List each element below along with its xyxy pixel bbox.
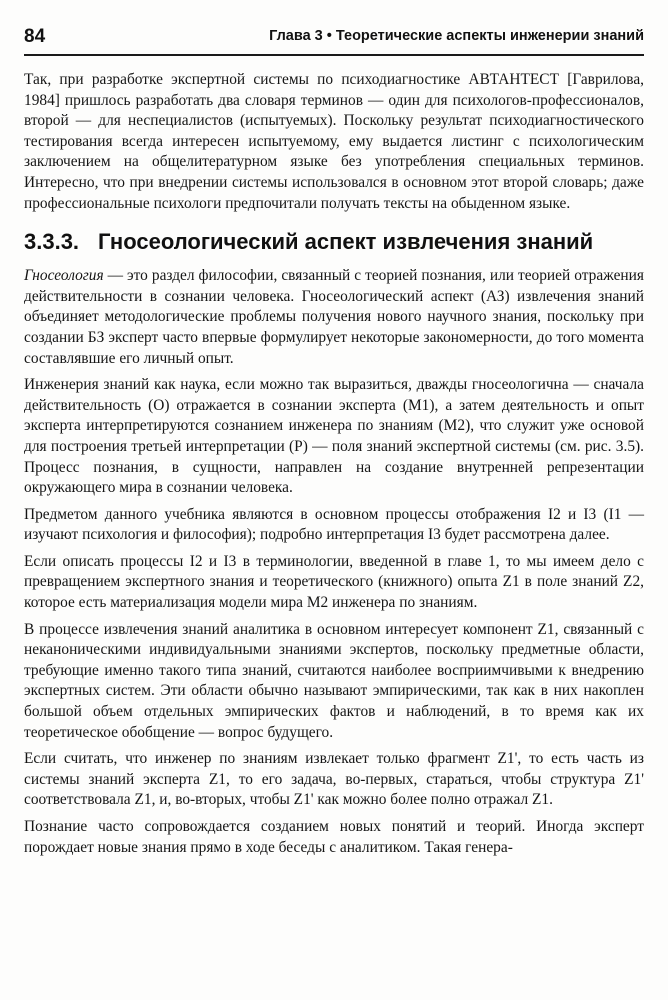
paragraph: Если считать, что инженер по знаниям извлекает только фрагмент Z1', то есть часть из системы знаний эксперта Z1, то его задача, во-первых, стараться, чтобы структура Z1' соответствовала Z1, и, во-вторых, чтобы Z1' как можно более полно отражал Z1. bbox=[24, 750, 644, 809]
paragraph: Если описать процессы I2 и I3 в терминологии, введенной в главе 1, то мы имеем дело с превращением экспертного знания и теоретического (книжного) опыта Z1 в поле знаний Z2, которое есть материализация модели мира М2 инженера по знаниям. bbox=[24, 552, 644, 612]
paragraph bbox=[24, 266, 644, 369]
paragraph: Инженерия знаний как наука, если можно так выразиться, дважды гносеологична — сначала действительность (О) отражается в сознании эксперта (М1), а затем деятельность и опыт эксперта интерпретируются сознанием инженера по знаниям (М2), что служит уже основой для построения третьей интерпретации (Р) — поля знаний экспертной системы (см. рис. 3.5). Процесс познания, в сущности, направлен на создание внутренней репрезентации окружающего мира в сознании человека. bbox=[24, 376, 644, 497]
paragraph: В процессе извлечения знаний аналитика в основном интересует компонент Z1, связанный с неканоническими индивидуальными знаниями экспертов, поскольку предметные области, требующие именно такого типа знаний, считаются наиболее восприимчивыми к внедрению экспертных систем. Эти области обычно называют эмпирическими, так как в них накоплен большой объем отдельных эмпирических фактов и наблюдений, в то время как их теоретическое обобщение — вопрос будущего. bbox=[24, 620, 644, 741]
page-header bbox=[24, 24, 644, 56]
section-heading bbox=[24, 228, 644, 256]
section-number: 3.3.3. bbox=[24, 229, 80, 255]
page-number: 84 bbox=[24, 26, 46, 47]
paragraph-text: — это раздел философии, связанный с теорией познания, или теорией отражения действительности в сознании человека. Гносеологический аспект (АЗ) извлечения знаний объединяет методологические проблемы получения нового научного знания, поскольку при создании БЗ эксперт часто впервые формулирует некоторые закономерности, до того момента составлявшие его личный опыт. bbox=[24, 267, 644, 367]
page-body bbox=[24, 70, 644, 864]
section-title: Гносеологический аспект извлечения знаний bbox=[98, 229, 594, 255]
running-head: Глава 3 • Теоретические аспекты инженерии знаний bbox=[269, 28, 644, 44]
defined-term: Гносеология bbox=[24, 267, 104, 285]
paragraph: Познание часто сопровождается созданием новых понятий и теорий. Иногда эксперт порождает новые знания прямо в ходе беседы с аналитиком. Такая генера- bbox=[24, 818, 644, 856]
paragraph: Предметом данного учебника являются в основном процессы отображения I2 и I3 (I1 — изучают психология и философия); подробно интерпретация I3 будет рассмотрена далее. bbox=[24, 505, 644, 544]
paragraph: Так, при разработке экспертной системы по психодиагностике АВТАНТЕСТ [Гаврилова, 1984] пришлось разработать два словаря терминов — один для психологов-профессионалов, второй — для неспециалистов (испытуемых). Поскольку результат психодиагностического тестирования всегда интересен испытуемому, ему выдается листинг с психологическим заключением на общелитературном языке без употребления специальных терминов. Интересно, что при внедрении системы использовался в основном этот второй словарь; даже профессиональные психологи предпочитали получать тексты на обыденном языке. bbox=[24, 71, 644, 212]
